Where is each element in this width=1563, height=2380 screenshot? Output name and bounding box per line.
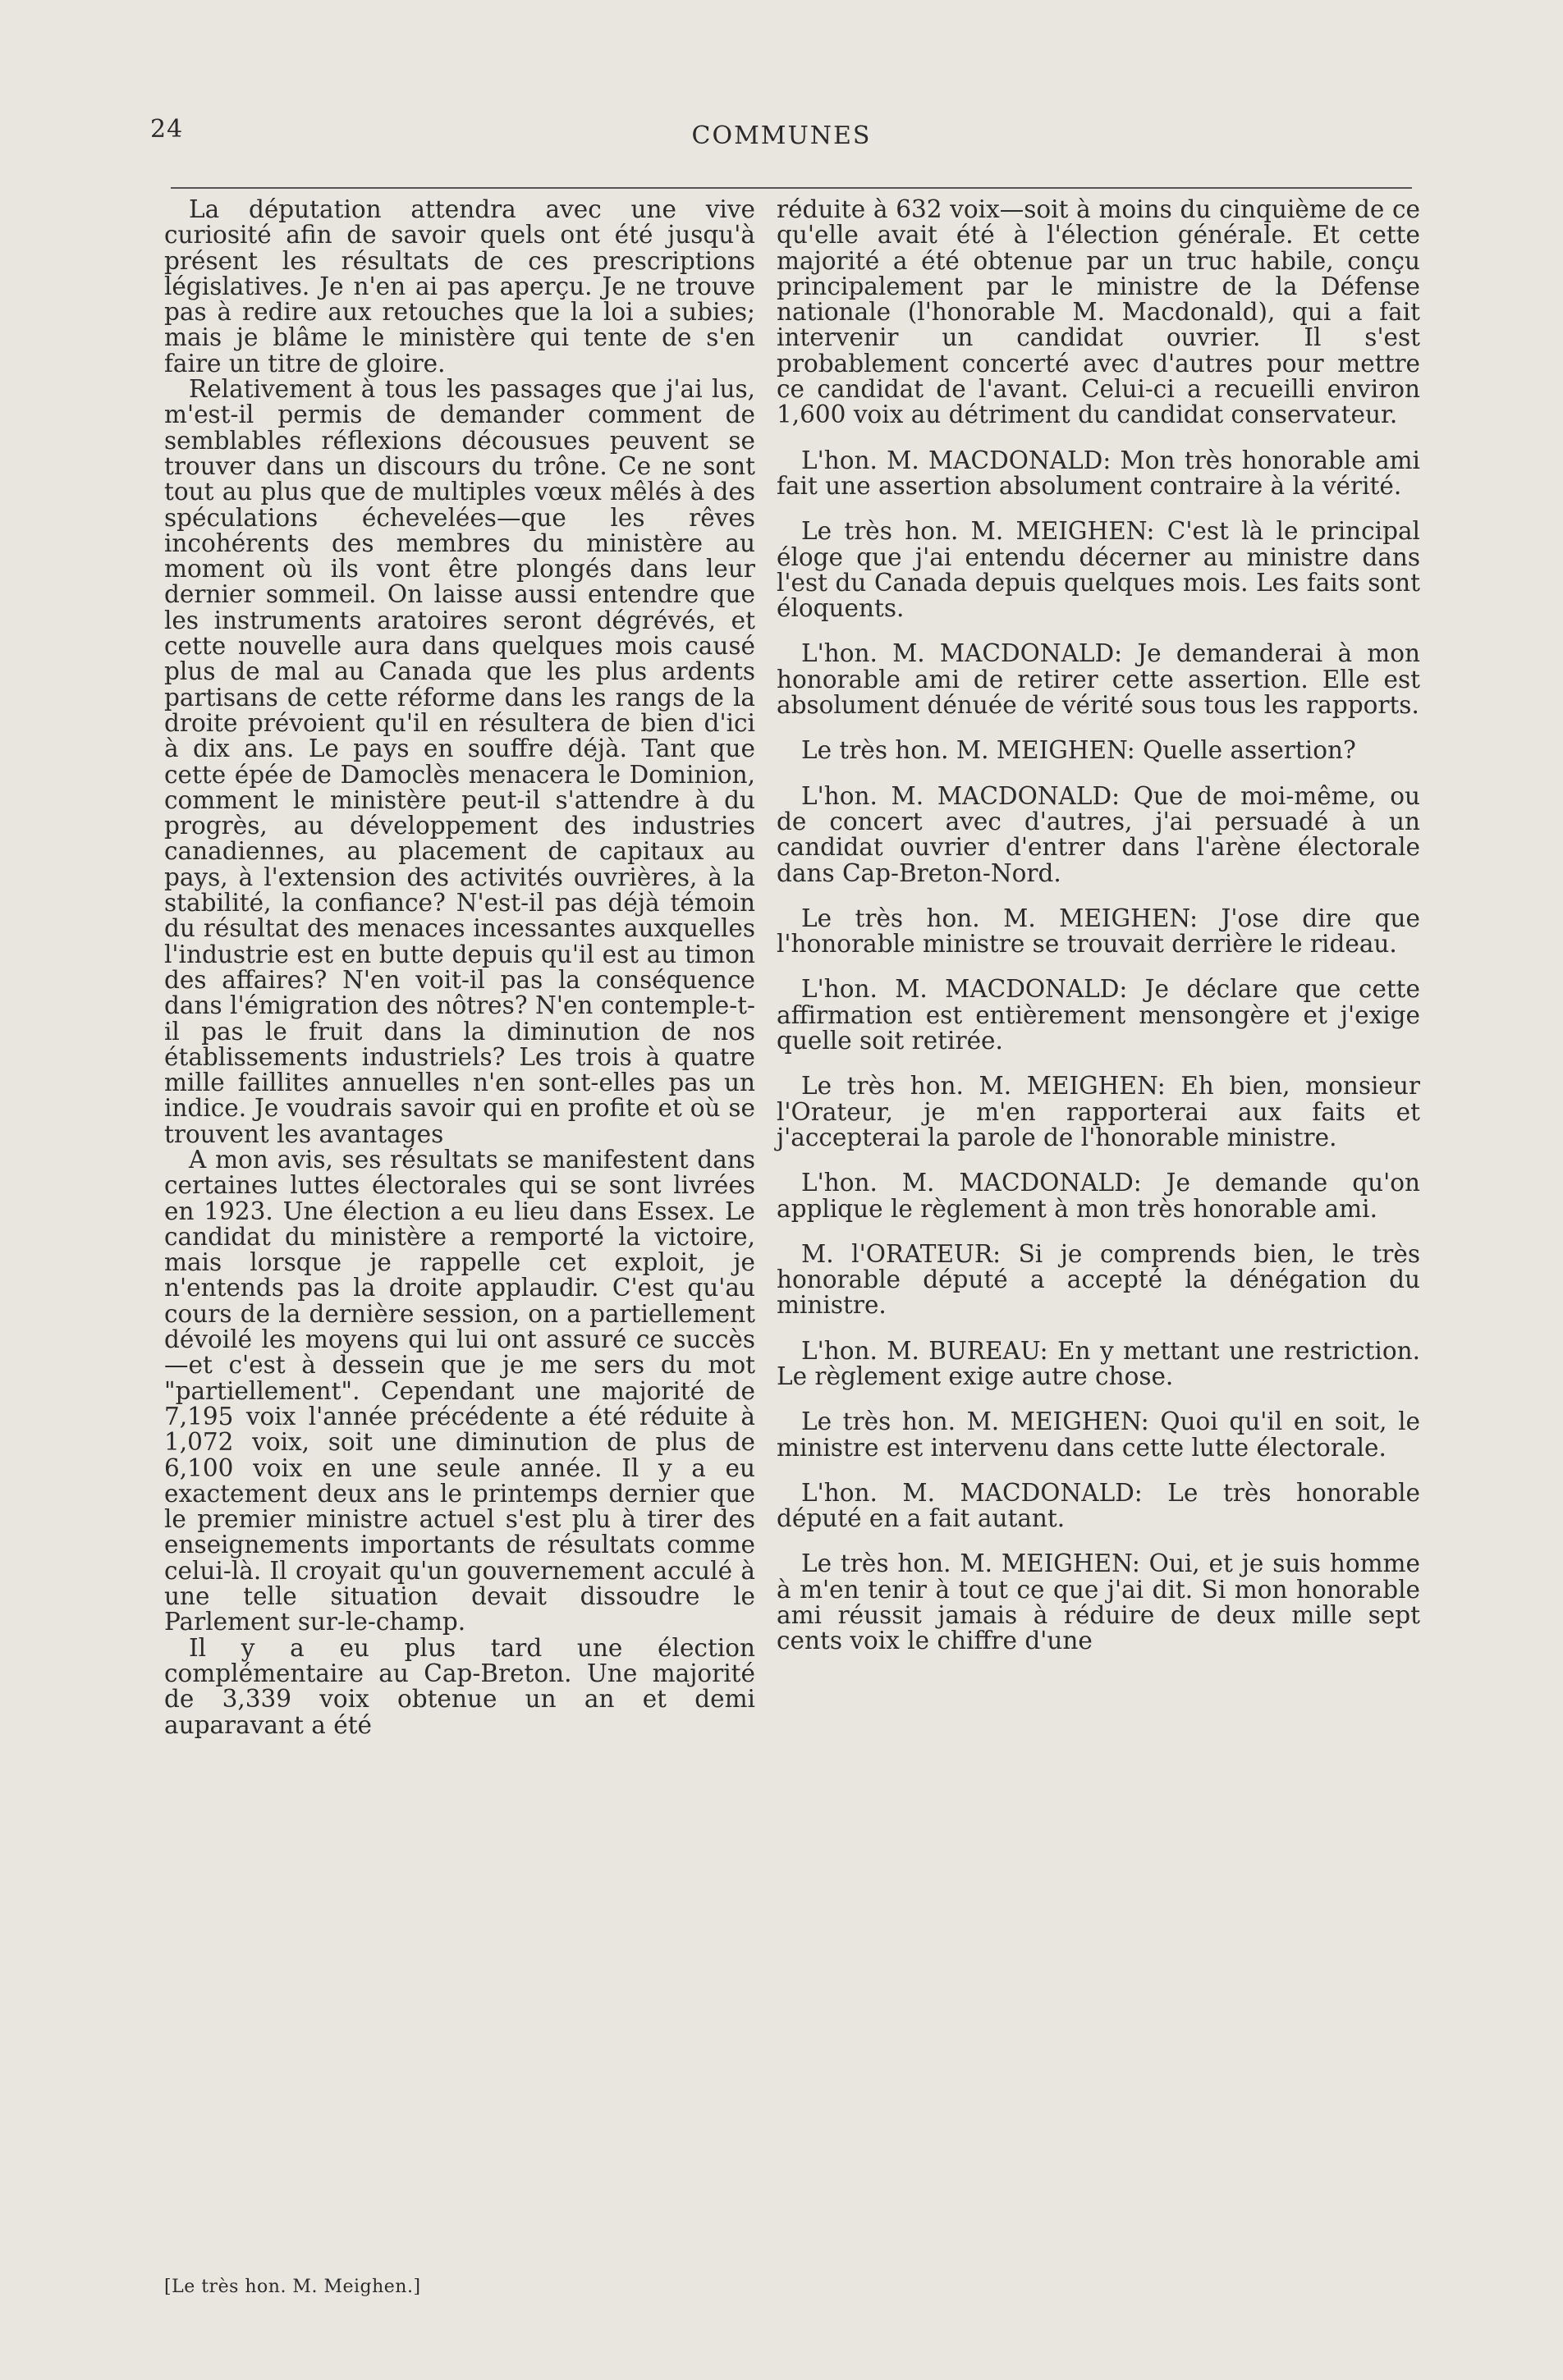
paragraph: La députation attendra avec une vive curiosité afin de savoir quels ont été jusqu'à présent les résultats de ces prescriptions législatives. Je n'en ai pas aperçu. Je ne trouve pas à redire aux retouches que la loi a subies; mais je blâme le ministère qui tente de s'en faire un titre de gloire. xyxy=(164,195,755,378)
speech-orateur: M. l'ORATEUR: Si je comprends bien, le très honorable député a accepté la dénégation du ministre. xyxy=(777,1239,1420,1320)
speech-meighen: Le très hon. M. MEIGHEN: Quoi qu'il en soit, le ministre est intervenu dans cette lutte électorale. xyxy=(777,1407,1420,1462)
paragraph: Il y a eu plus tard une élection complémentaire au Cap-Breton. Une majorité de 3,339 voix obtenue un an et demi auparavant a été xyxy=(164,1633,755,1739)
footnote: [Le très hon. M. Meighen.] xyxy=(164,2277,421,2297)
paragraph: A mon avis, ses résultats se manifestent dans certaines luttes électorales qui se sont livrées en 1923. Une élection a eu lieu dans Essex. Le candidat du ministère a remporté la victoire, mais lorsque je rappelle cet exploit, je n'entends pas la droite applaudir. C'est qu'au cours de la dernière session, on a partiellement dévoilé les moyens qui lui ont assuré ce succès—et c'est à dessein que je me sers du mot "partiellement". Cependant une majorité de 7,195 voix l'année précédente a été réduite à 1,072 voix, soit une diminution de plus de 6,100 voix en une seule année. Il y a eu exactement deux ans le printemps dernier que le premier ministre actuel s'est plu à tirer des enseignements importants de résultats comme celui-là. Il croyait qu'un gouvernement acculé à une telle situation devait dissoudre le Parlement sur-le-champ. xyxy=(164,1145,755,1636)
speech-meighen: Le très hon. M. MEIGHEN: Quelle assertion? xyxy=(801,736,1356,765)
speech-macdonald: L'hon. M. MACDONALD: Le très honorable député en a fait autant. xyxy=(777,1478,1420,1533)
speech-meighen: Le très hon. M. MEIGHEN: Oui, et je suis homme à m'en tenir à tout ce que j'ai dit. Si mon honorable ami réussit jamais à réduire de deux mille sept cents voix le chiffre d'une xyxy=(777,1549,1420,1655)
speech-meighen: Le très hon. M. MEIGHEN: Eh bien, monsieur l'Orateur, je m'en rapporterai aux faits et j'accepterai la parole de l'honorable ministre. xyxy=(777,1072,1420,1151)
header-rule xyxy=(171,187,1412,189)
left-column xyxy=(164,197,755,1738)
speech-macdonald: L'hon. M. MACDONALD: Je déclare que cette affirmation est entièrement mensongère et j'exige quelle soit retirée. xyxy=(777,975,1420,1055)
paragraph: Relativement à tous les passages que j'ai lus, m'est-il permis de demander comment de semblables réflexions décousues peuvent se trouver dans un discours du trône. Ce ne sont tout au plus que de multiples vœux mêlés à des spéculations échevelées—que les rêves incohérents des membres du ministère au moment où ils vont être plongés dans leur dernier sommeil. On laisse aussi entendre que les instruments aratoires seront dégrévés, et cette nouvelle aura dans quelques mois causé plus de mal au Canada que les plus ardents partisans de cette réforme dans les rangs de la droite prévoient qu'il en résultera de bien d'ici à dix ans. Le pays en souffre déjà. Tant que cette épée de Damoclès menacera le Dominion, comment le ministère peut-il s'attendre à du progrès, au développement des industries canadiennes, au placement de capitaux au pays, à l'extension des activités ouvrières, à la stabilité, la confiance? N'est-il pas déjà témoin du résultat des menaces incessantes auxquelles l'industrie est en butte depuis qu'il est au timon des affaires? N'en voit-il pas la conséquence dans l'émigration des nôtres? N'en contemple-t-il pas le fruit dans la diminution de nos établissements industriels? Les trois à quatre mille faillites annuelles n'en sont-elles pas un indice. Je voudrais savoir qui en profite et où se trouvent les avantages xyxy=(164,375,755,1148)
speech-macdonald: L'hon. M. MACDONALD: Je demanderai à mon honorable ami de retirer cette assertion. Elle est absolument dénuée de vérité sous tous les rapports. xyxy=(777,639,1420,720)
paragraph: réduite à 632 voix—soit à moins du cinquième de ce qu'elle avait été à l'élection générale. Et cette majorité a été obtenue par un truc habile, conçu principalement par le ministre de la Défense nationale (l'honorable M. Macdonald), qui a fait intervenir un candidat ouvrier. Il s'est probablement concerté avec d'autres pour mettre ce candidat de l'avant. Celui-ci a recueilli environ 1,600 voix au détriment du candidat conservateur. xyxy=(777,195,1420,429)
speech-macdonald: L'hon. M. MACDONALD: Mon très honorable ami fait une assertion absolument contraire à la vérité. xyxy=(777,446,1420,500)
speech-meighen: Le très hon. M. MEIGHEN: C'est là le principal éloge que j'ai entendu décerner au ministre dans l'est du Canada depuis quelques mois. Les faits sont éloquents. xyxy=(777,517,1420,623)
right-column xyxy=(777,197,1420,1655)
speech-meighen: Le très hon. M. MEIGHEN: J'ose dire que l'honorable ministre se trouvait derrière le rideau. xyxy=(777,904,1420,959)
speech-bureau: L'hon. M. BUREAU: En y mettant une restriction. Le règlement exige autre chose. xyxy=(777,1336,1420,1390)
running-head: COMMUNES xyxy=(691,121,872,150)
speech-macdonald: L'hon. M. MACDONALD: Je demande qu'on applique le règlement à mon très honorable ami. xyxy=(777,1169,1420,1223)
speech-macdonald: L'hon. M. MACDONALD: Que de moi-même, ou de concert avec d'autres, j'ai persuadé à un candidat ouvrier d'entrer dans l'arène électorale dans Cap-Breton-Nord. xyxy=(777,781,1420,887)
page-number: 24 xyxy=(150,115,184,144)
